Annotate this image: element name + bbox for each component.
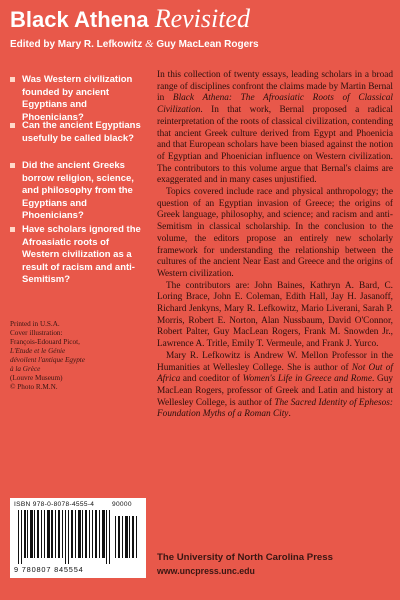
book-reference: The Sacred Identity of Ephesos: Foundation Myths of a Roman City — [157, 397, 393, 420]
paragraph: The contributors are: John Baines, Kathryn A. Bard, C. Loring Brace, John E. Coleman, Edith Hall, Jay H. Jasanoff, Richard Jenkyns, Mary R. Lefkowitz, Mario Liverani, Sarah P. Morris, Robert E. Norton, Alan Nussbaum, David O'Connor, Robert Palter, Guy MacLean Rogers, Frank M. Snowden Jr., Lawrence A. Tritle, Emily T. Vermeule, and Frank J. Yurco. — [157, 280, 393, 350]
barcode-bars-icon — [16, 510, 140, 564]
editors-line — [10, 38, 259, 50]
book-title — [10, 4, 250, 35]
question-item — [10, 160, 148, 223]
credit-line: à la Grèce — [10, 365, 41, 373]
price-code: 90000 — [112, 501, 132, 508]
question-item — [10, 120, 148, 145]
text-run: Mary R. Lefkowitz is Andrew W. Mellon Professor in the Humanities at Wellesley College. She is author of — [157, 350, 393, 373]
question-text: Have scholars ignored the Afroasiatic roots of Western civilization as a result of racism and anti-Semitism? — [22, 224, 141, 285]
book-reference: Black Athena: The Afroasiatic Roots of Classical Civilization — [157, 93, 393, 116]
square-bullet-icon — [10, 163, 15, 168]
editors-suffix: Guy MacLean Rogers — [153, 39, 259, 50]
square-bullet-icon — [10, 77, 15, 82]
square-bullet-icon — [10, 227, 15, 232]
publisher-url[interactable]: www.uncpress.unc.edu — [157, 566, 255, 576]
title-italic: Revisited — [154, 4, 250, 33]
question-text: Can the ancient Egyptians usefully be called black? — [22, 120, 141, 144]
text-run: and coeditor of — [180, 374, 243, 385]
text-run: In this collection of twenty essays, leading scholars in a broad range of disciplines confront the claims made by Martin Bernal in — [157, 70, 393, 104]
isbn-label: ISBN 978-0-8078-4555-4 — [14, 501, 95, 508]
question-item — [10, 224, 148, 287]
barcode-digits: 9 780807 845554 — [14, 565, 84, 574]
paragraph — [157, 70, 393, 187]
question-text: Was Western civilization founded by ancient Egyptians and Phoenicians? — [22, 74, 133, 123]
paragraph: Topics covered include race and physical anthropology; the question of an Egyptian invasion of Greece; the origins of Greek language, philosophy, and science; and racism and anti-Semitism in classical scholarship. In the conclusion to the volume, the editors propose an entirely new scholarly framework for understanding the relationship between the cultures of the ancient Near East and Greece and the origins of Western civilization. — [157, 187, 393, 279]
cover-credits — [10, 320, 150, 392]
credit-line: (Louvre Museum) — [10, 374, 63, 382]
text-run: . In that work, Bernal proposed a radical reinterpretation of the roots of classical civilization, contending that ancient Greek culture derived from Egypt and Phoenicia and that European scholars have been biased against the notion of Egyptian and Phoenician influence on Western civilization. The contributors to this volume argue that Bernal's claims are exaggerated and in many cases unjustified. — [157, 105, 393, 186]
credit-line: Printed in U.S.A. — [10, 320, 60, 328]
isbn-barcode — [10, 498, 146, 578]
square-bullet-icon — [10, 123, 15, 128]
description-text — [157, 70, 393, 421]
title-main: Black Athena — [10, 7, 155, 32]
publisher-name: The University of North Carolina Press — [157, 552, 333, 563]
editors-amp: & — [145, 38, 154, 50]
editors-prefix: Edited by Mary R. Lefkowitz — [10, 39, 146, 50]
book-reference: Not Out of Africa — [157, 362, 393, 385]
text-run: . Guy MacLean Rogers, professor of Greek and Latin and history at Wellesley College, is author of — [157, 374, 393, 408]
credit-line: dévoilent l'antique Egypte — [10, 356, 85, 364]
credit-line: Cover illustration: — [10, 329, 63, 337]
question-text: Did the ancient Greeks borrow religion, science, and philosophy from the Egyptians and Phoenicians? — [22, 160, 134, 221]
text-run: . — [288, 409, 291, 420]
credit-line: François-Edouard Picot, — [10, 338, 80, 346]
question-item — [10, 74, 148, 124]
book-reference: Women's Life in Greece and Rome — [242, 374, 372, 385]
credit-line: L'Etude et le Génie — [10, 347, 66, 355]
credit-line: © Photo R.M.N. — [10, 383, 58, 391]
paragraph — [157, 351, 393, 421]
